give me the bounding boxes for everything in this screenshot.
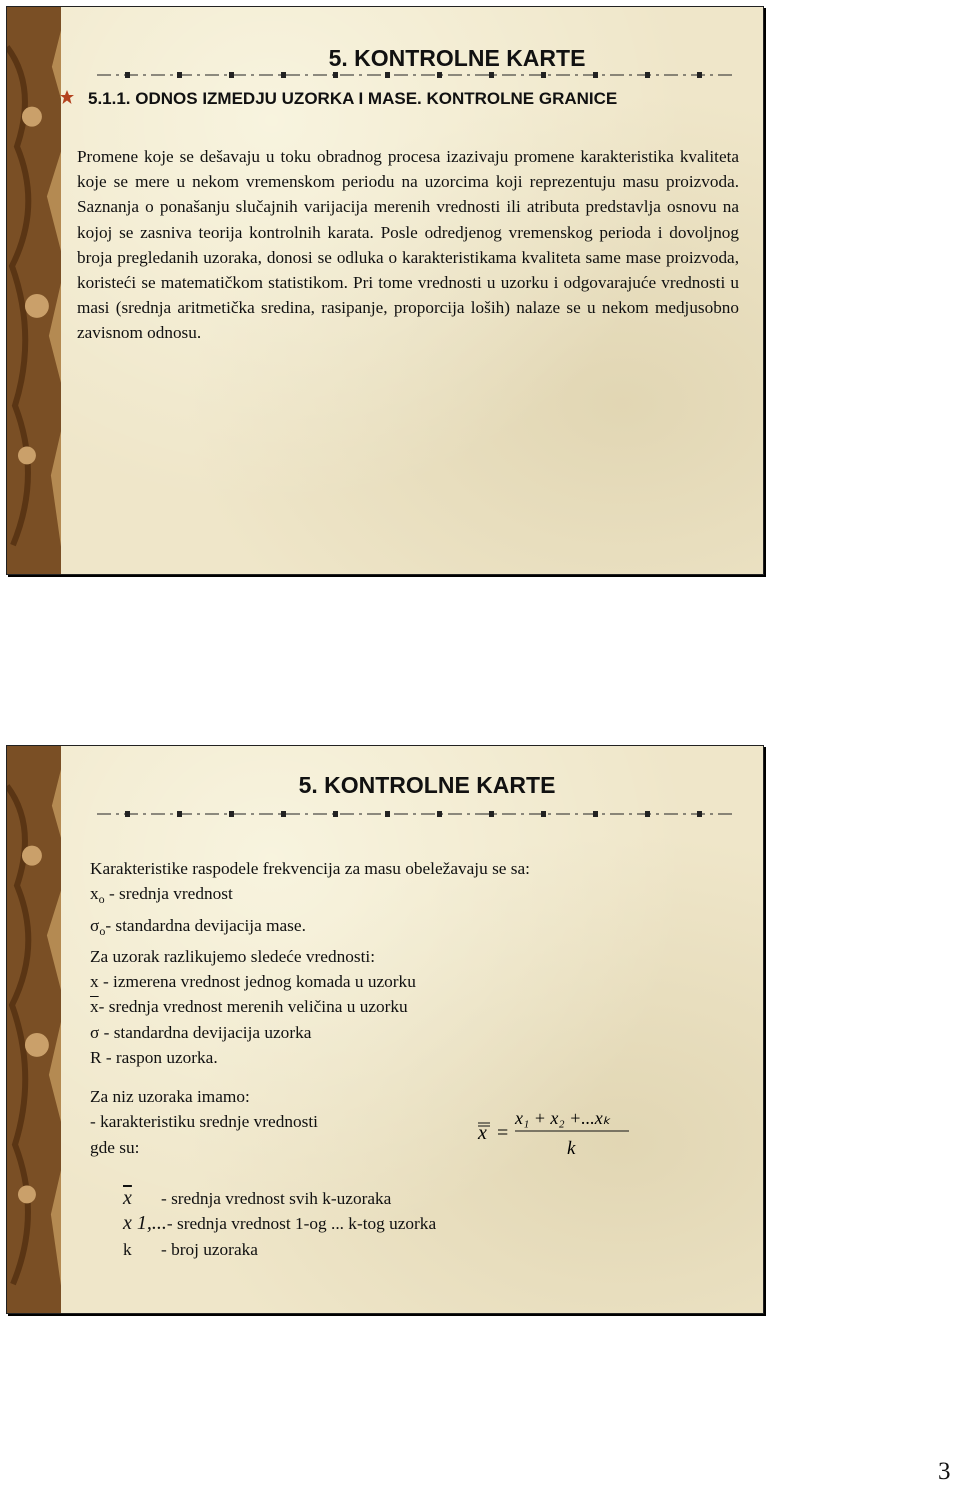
legend-item: $\overline{x}$ - srednja vrednost svih k-uzoraka	[123, 1187, 392, 1209]
sample-intro: Za uzorak razlikujemo sledeće vrednosti:	[90, 946, 376, 966]
body-paragraph: Promene koje se dešavaju u toku obradnog procesa izazivaju promene karakteristika kvaliteta koje se mere u nekom vremenskom periodu na uzorcima koji reprezentuju masu proizvoda. Saznanja o ponašanju slučajnih varijacija merenih vrednosti ili atributa predstavlja osnovu na kojoj se zasniva teorija kontrolnih karata. Posle odredjenog vremenskog perioda i dovoljnog broja pregledanih uzoraka, donosi se odluka o karakteristikama kvaliteta same mase proizvoda, koristeći se matematičkom statistikom. Pri tome vrednosti u uzorku i odgovarajuće vrednosti u masi (srednja aritmetička sredina, rasipanje, proporcija loših) nalaze se u nekom medjusobno zavisnom odnosu.	[77, 147, 739, 343]
formula-equals: =	[497, 1122, 509, 1144]
mean-formula	[469, 1102, 639, 1162]
series-block	[90, 1084, 318, 1160]
formula-numerator: x₁ + x₂ +...xₖ	[515, 1108, 611, 1128]
legend-item: x 1,...- srednja vrednost 1-og ... k-tog uzorka	[123, 1212, 437, 1235]
legend-item: k - broj uzoraka	[123, 1239, 258, 1259]
slide-title: 5. KONTROLNE KARTE	[298, 772, 556, 798]
def-xo: $x_o$ - srednja vrednost	[90, 884, 233, 907]
formula-denominator: k	[567, 1138, 576, 1159]
def-x: x - izmerena vrednost jednog komada u uzorku	[90, 972, 416, 992]
def-xbar: $\overline{x}-$ srednja vrednost merenih veličina u uzorku	[90, 997, 408, 1017]
decorative-divider	[97, 69, 737, 81]
slide-title: 5. KONTROLNE KARTE	[328, 45, 586, 71]
slide-2	[6, 745, 764, 1314]
def-r: R - raspon uzorka.	[90, 1048, 218, 1068]
formula-lhs: x	[478, 1122, 487, 1144]
intro-line: Karakteristike raspodele frekvencija za masu obeležavaju se sa:	[90, 859, 530, 878]
decorative-divider	[97, 808, 737, 820]
def-sigma: σ - standardna devijacija uzorka	[90, 1022, 312, 1042]
star-bullet-icon	[59, 89, 75, 105]
page-number: 3	[938, 1458, 951, 1485]
definitions-list	[90, 856, 650, 1070]
series-intro: Za niz uzoraka imamo:	[90, 1087, 250, 1106]
legend-block	[123, 1186, 436, 1262]
section-heading: 5.1.1. ODNOS IZMEDJU UZORKA I MASE. KONTROLNE GRANICE	[88, 89, 618, 108]
def-sigma-o: $\sigma_o-$ standardna devijacija mase.	[90, 915, 306, 938]
series-item: - karakteristiku srednje vrednosti	[90, 1112, 318, 1132]
slide-1	[6, 6, 764, 575]
where-label: gde su:	[90, 1137, 140, 1157]
